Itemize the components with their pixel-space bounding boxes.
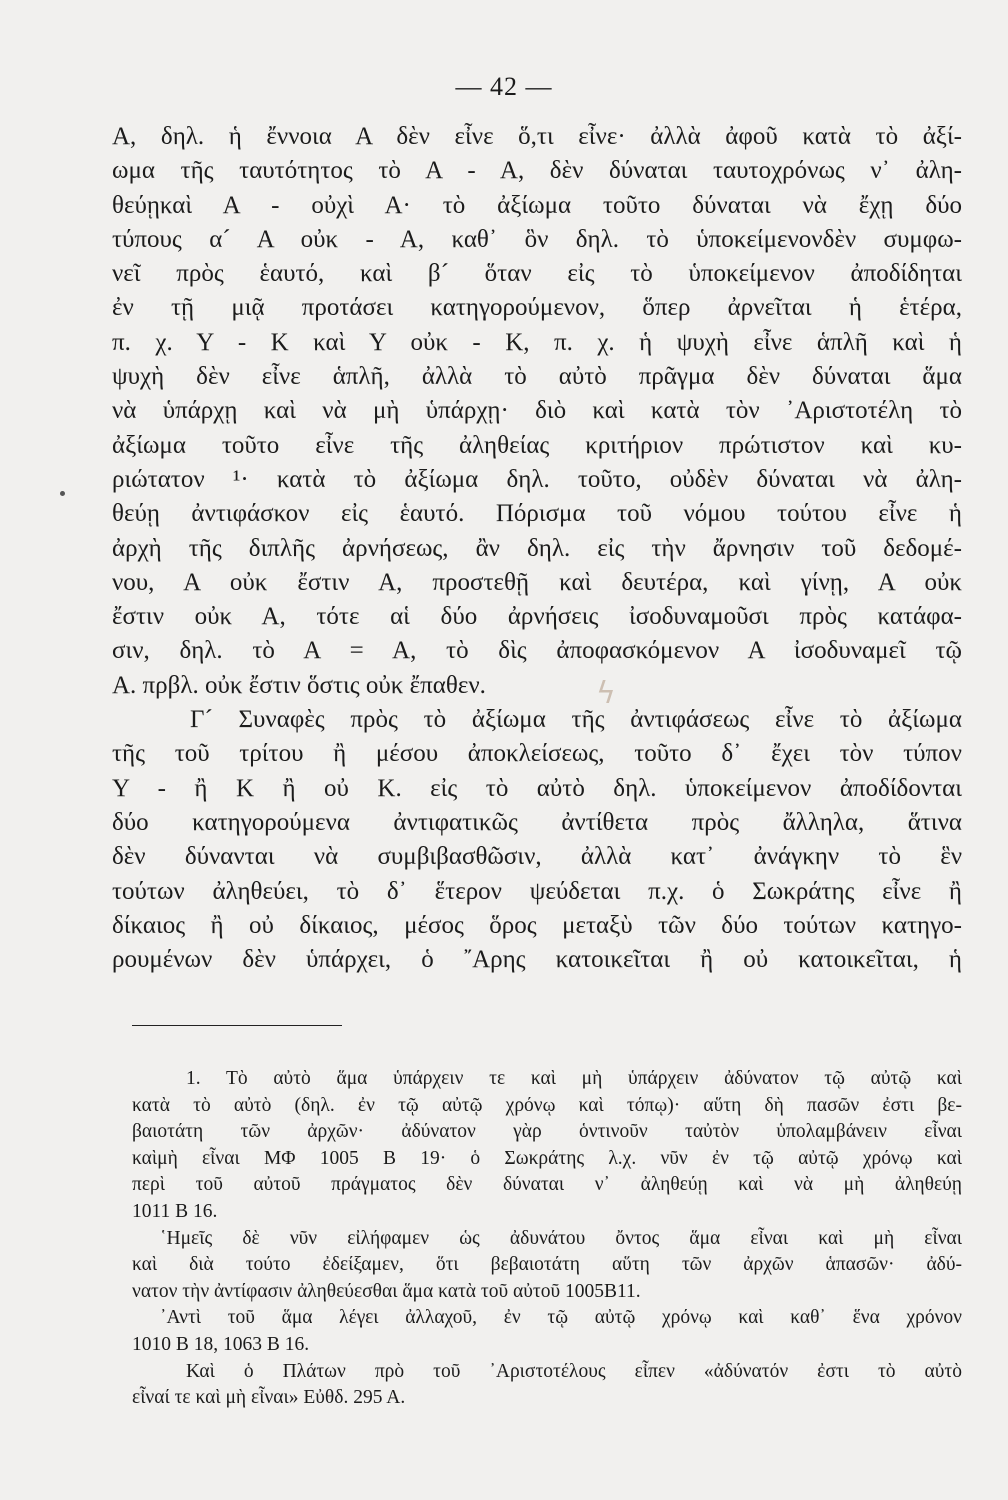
footnote-line: 1. Τὸ αὐτὸ ἅμα ὑπάρχειν τε καὶ μὴ ὑπάρχειν ἀδύνατον τῷ αὐτῷ καὶ [186,1068,962,1089]
body-line: δύο κατηγορούμενα ἀντιφατικῶς ἀντίθετα πρὸς ἄλληλα, ἅτινα [112,808,962,836]
body-line: τύπους α´ Α οὐκ - Α, καθ᾽ ὃν δηλ. τὸ ὑποκείμενονδὲν συμφω- [112,225,962,253]
body-line: π. χ. Υ - Κ καὶ Υ οὐκ - Κ, π. χ. ἡ ψυχὴ εἶνε ἁπλῆ καὶ ἡ [112,328,962,356]
body-line: σιν, δηλ. τὸ Α = Α, τὸ δὶς ἀποφασκόμενον Α ἰσοδυναμεῖ τῷ [112,637,962,665]
body-text [112,120,962,977]
footnote-line: 1010 Β 18, 1063 Β 16. [132,1333,310,1355]
footnote-line: ῾Ημεῖς δὲ νῦν εἰλήφαμεν ὡς ἀδυνάτου ὄντος ἅμα εἶναι καὶ μὴ εἶναι [160,1227,962,1249]
body-line: νου, Α οὐκ ἔστιν Α, προστεθῇ καὶ δευτέρα, καὶ γίνῃ, Α οὐκ [112,568,962,596]
body-line: θεύῃκαὶ Α - οὐχὶ Α· τὸ ἀξίωμα τοῦτο δύναται νὰ ἔχῃ δύο [112,191,962,219]
footnote-line: Καὶ ὁ Πλάτων πρὸ τοῦ ᾽Αριστοτέλους εἶπεν «ἀδύνατόν ἐστι τὸ αὐτὸ [186,1360,962,1382]
body-line: τούτων ἀληθεύει, τὸ δ᾽ ἕτερον ψεύδεται π.χ. ὁ Σωκράτης εἶνε ἢ [112,877,962,905]
footnote-line: 1011 Β 16. [132,1200,218,1222]
body-line: ωμα τῆς ταυτότητος τὸ Α - Α, δὲν δύναται ταυτοχρόνως ν᾽ ἀλη- [112,157,962,185]
body-line: νὰ ὑπάρχῃ καὶ νὰ μὴ ὑπάρχῃ· διὸ καὶ κατὰ τὸν ᾽Αριστοτέλη τὸ [112,397,962,425]
body-line: θεύῃ ἀντιφάσκον εἰς ἑαυτό. Πόρισμα τοῦ νόμου τούτου εἶνε ἡ [112,500,962,528]
footnote-line: βαιοτάτη τῶν ἀρχῶν· ἀδύνατον γὰρ ὁντινοῦν ταὐτὸν ὑπολαμβάνειν εἶναι [132,1121,962,1143]
body-line: ἔστιν οὐκ Α, τότε αἱ δύο ἀρνήσεις ἰσοδυναμοῦσι πρὸς κατάφα- [112,603,962,631]
footnote-line: ᾽Αντὶ τοῦ ἅμα λέγει ἀλλαχοῦ, ἐν τῷ αὐτῷ χρόνῳ καὶ καθ᾽ ἕνα χρόνον [160,1307,962,1329]
footnote-line: καὶμὴ εἶναι ΜΦ 1005 Β 19· ὁ Σωκράτης λ.χ. νῦν ἐν τῷ αὐτῷ χρόνῳ καὶ [132,1147,962,1169]
body-line: ρουμένων δὲν ὑπάρχει, ὁ ῎Αρης κατοικεῖται ἢ οὐ κατοικεῖται, ἡ [112,946,962,974]
body-line: Α. πρβλ. οὐκ ἔστιν ὅστις οὐκ ἔπαθεν. [112,671,486,699]
pencil-mark: ϟ [596,676,616,711]
body-line: Α, δηλ. ἡ ἔννοια Α δὲν εἶνε ὅ,τι εἶνε· ἀλλὰ ἀφοῦ κατὰ τὸ ἀξί- [112,123,962,150]
footnote-line: περὶ τοῦ αὐτοῦ πράγματος δὲν δύναται ν᾽ ἀληθεύῃ καὶ νὰ μὴ ἀληθεύῃ [132,1174,962,1196]
body-line: δίκαιος ἢ οὐ δίκαιος, μέσος ὅρος μεταξὺ τῶν δύο τούτων κατηγο- [112,911,962,939]
body-line: Γ´ Συναφὲς πρὸς τὸ ἀξίωμα τῆς ἀντιφάσεως εἶνε τὸ ἀξίωμα [190,706,962,734]
body-line: δὲν δύνανται νὰ συμβιβασθῶσιν, ἀλλὰ κατ᾽ ἀνάγκην τὸ ἓν [112,843,962,871]
body-line: ριώτατον ¹· κατὰ τὸ ἀξίωμα δηλ. τοῦτο, οὐδὲν δύναται νὰ ἀλη- [112,465,962,493]
body-line: ψυχὴ δὲν εἶνε ἁπλῆ, ἀλλὰ τὸ αὐτὸ πρᾶγμα δὲν δύναται ἅμα [112,363,962,391]
body-line: νεῖ πρὸς ἑαυτό, καὶ β´ ὅταν εἰς τὸ ὑποκείμενον ἀποδίδηται [112,260,962,288]
footnote-separator [132,1025,342,1026]
page-number: — 42 — [455,72,553,101]
footnotes [132,1066,962,1412]
footnote-line: κατὰ τὸ αὐτὸ (δηλ. ἐν τῷ αὐτῷ χρόνῳ καὶ τόπῳ)· αὕτη δὴ πασῶν ἐστι βε- [132,1094,962,1116]
body-line: τῆς τοῦ τρίτου ἢ μέσου ἀποκλείσεως, τοῦτο δ᾽ ἔχει τὸν τύπον [112,740,962,768]
footnote-line: εἶναί τε καὶ μὴ εἶναι» Εὐθδ. 295 Α. [132,1387,406,1409]
margin-dot [60,491,65,496]
body-line: ἀρχὴ τῆς διπλῆς ἀρνήσεως, ἂν δηλ. εἰς τὴν ἄρνησιν τοῦ δεδομέ- [112,534,962,562]
footnote-line: νατον τὴν ἀντίφασιν ἀληθεύεσθαι ἅμα κατὰ τοῦ αὐτοῦ 1005Β11. [132,1280,641,1302]
body-line: ἀξίωμα τοῦτο εἶνε τῆς ἀληθείας κριτήριον πρώτιστον καὶ κυ- [112,431,962,459]
body-line: Υ - ἢ Κ ἢ οὐ Κ. εἰς τὸ αὐτὸ δηλ. ὑποκείμενον ἀποδίδονται [112,774,962,802]
footnote-line: καὶ διὰ τούτο ἐδείξαμεν, ὅτι βεβαιοτάτη αὕτη τῶν ἀρχῶν ἁπασῶν· ἀδύ- [132,1254,962,1276]
body-line: ἐν τῇ μιᾷ προτάσει κατηγορούμενον, ὅπερ ἀρνεῖται ἡ ἑτέρα, [112,294,962,322]
